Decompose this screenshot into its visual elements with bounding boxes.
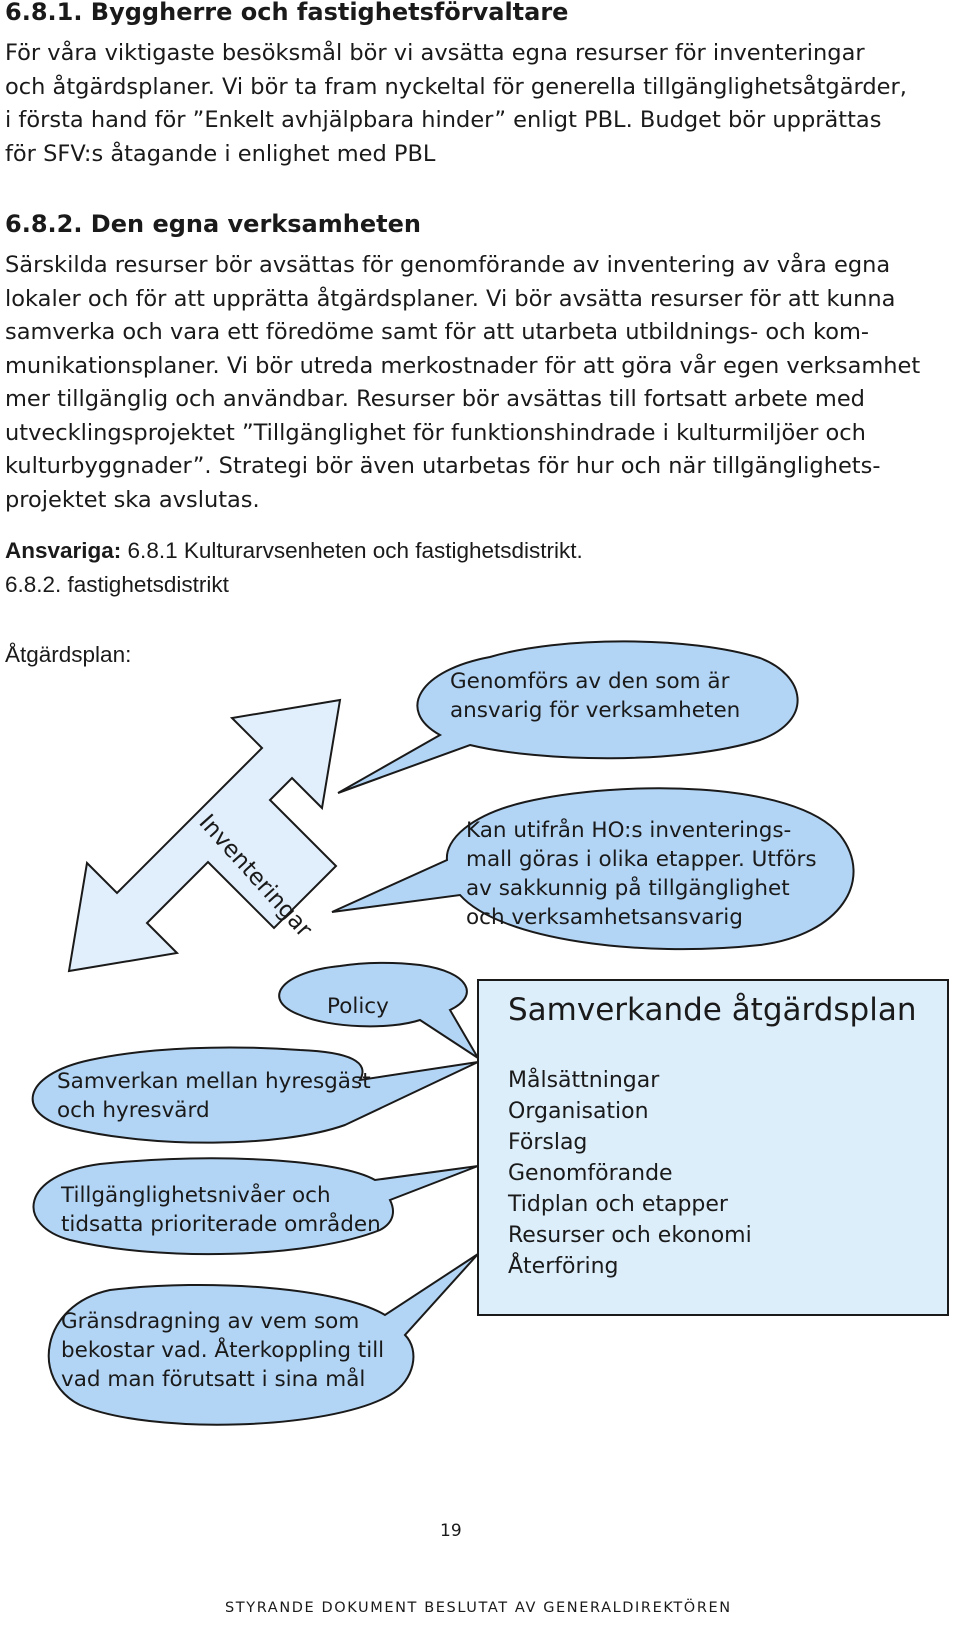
bubble-line: ansvarig för verksamheten [450,698,741,723]
bubble-samverkan-text [57,1067,371,1125]
bubble-line: Gränsdragning av vem som [61,1309,360,1334]
panel-title: Samverkande åtgärdsplan [508,992,917,1028]
body-line: För våra viktigaste besöksmål bör vi avsätta egna resurser för inventeringar [5,40,865,66]
responsible-line-2: 6.8.2. fastighetsdistrikt [5,572,229,597]
page-number: 19 [440,1521,462,1541]
bubble-niva-text [61,1181,381,1239]
bubble-line: och verksamhetsansvarig [466,905,743,930]
body-line: för SFV:s åtagande i enlighet med PBL [5,140,436,167]
responsible-text-1: 6.8.1 Kulturarvsenheten och fastighetsdistrikt. [121,538,583,563]
body-line: mer tillgänglig och användbar. Resurser bör avsättas till fortsatt arbete med [5,386,865,412]
body-line: samverka och vara ett föredöme samt för att utarbeta utbildnings- och kom- [5,319,869,345]
panel-item: Organisation [508,1099,649,1124]
bubble-line: Samverkan mellan hyresgäst [57,1069,371,1094]
body-line: Särskilda resurser bör avsättas för genomförande av inventering av våra egna [5,252,891,278]
bubble-line: vad man förutsatt i sina mål [61,1367,366,1392]
panel-item: Resurser och ekonomi [508,1223,752,1248]
bubble-line: Kan utifrån HO:s inventerings- [466,818,792,843]
bubble-line: av sakkunnig på tillgänglighet [466,876,790,901]
body-line: munikationsplaner. Vi bör utreda merkostnader för att göra vår egen verksamhet [5,352,921,379]
bubble-line: Tillgänglighetsnivåer och [61,1183,331,1208]
bubble-line: tidsatta prioriterade områden [61,1212,381,1237]
section-heading-6-8-2: 6.8.2. Den egna verksamheten [5,210,421,238]
body-line: i första hand för ”Enkelt avhjälpbara hinder” enligt PBL. Budget bör upprättas [5,107,882,133]
body-line: kulturbyggnader”. Strategi bör även utarbetas för hur och när tillgänglighets- [5,453,881,479]
bubble-line: mall göras i olika etapper. Utförs [466,847,817,872]
body-line: projektet ska avslutas. [5,486,260,513]
body-line: och åtgärdsplaner. Vi bör ta fram nyckeltal för generella tillgänglighetsåtgärder, [5,73,907,100]
body-line: utvecklingsprojektet ”Tillgänglighet för funktionshindrade i kulturmiljöer och [5,419,866,446]
body-line: lokaler och för att upprätta åtgärdsplaner. Vi bör avsätta resurser för att kunna [5,285,896,312]
bubble-right-text [466,816,817,932]
bubble-grans-text [61,1307,384,1394]
bubble-line: Genomförs av den som är [450,669,730,694]
responsible-label: Ansvariga: [5,538,122,563]
panel-item: Tidplan och etapper [508,1192,728,1217]
bubble-policy-text: Policy [327,994,389,1019]
footer-text: STYRANDE DOKUMENT BESLUTAT AV GENERALDIREKTÖREN [225,1600,732,1616]
panel-item: Återföring [508,1254,619,1279]
bubble-line: och hyresvärd [57,1098,210,1123]
panel-list [508,1065,752,1282]
panel-item: Förslag [508,1130,588,1155]
panel-item: Genomförande [508,1161,673,1186]
action-plan-label: Åtgärdsplan: [5,642,132,667]
bubble-top-text [450,667,740,725]
section-heading-6-8-1: 6.8.1. Byggherre och fastighetsförvaltare [5,0,569,26]
panel-item: Målsättningar [508,1068,660,1093]
bubble-line: bekostar vad. Återkoppling till [61,1338,385,1363]
arrow-label: Inventeringar [193,809,317,943]
